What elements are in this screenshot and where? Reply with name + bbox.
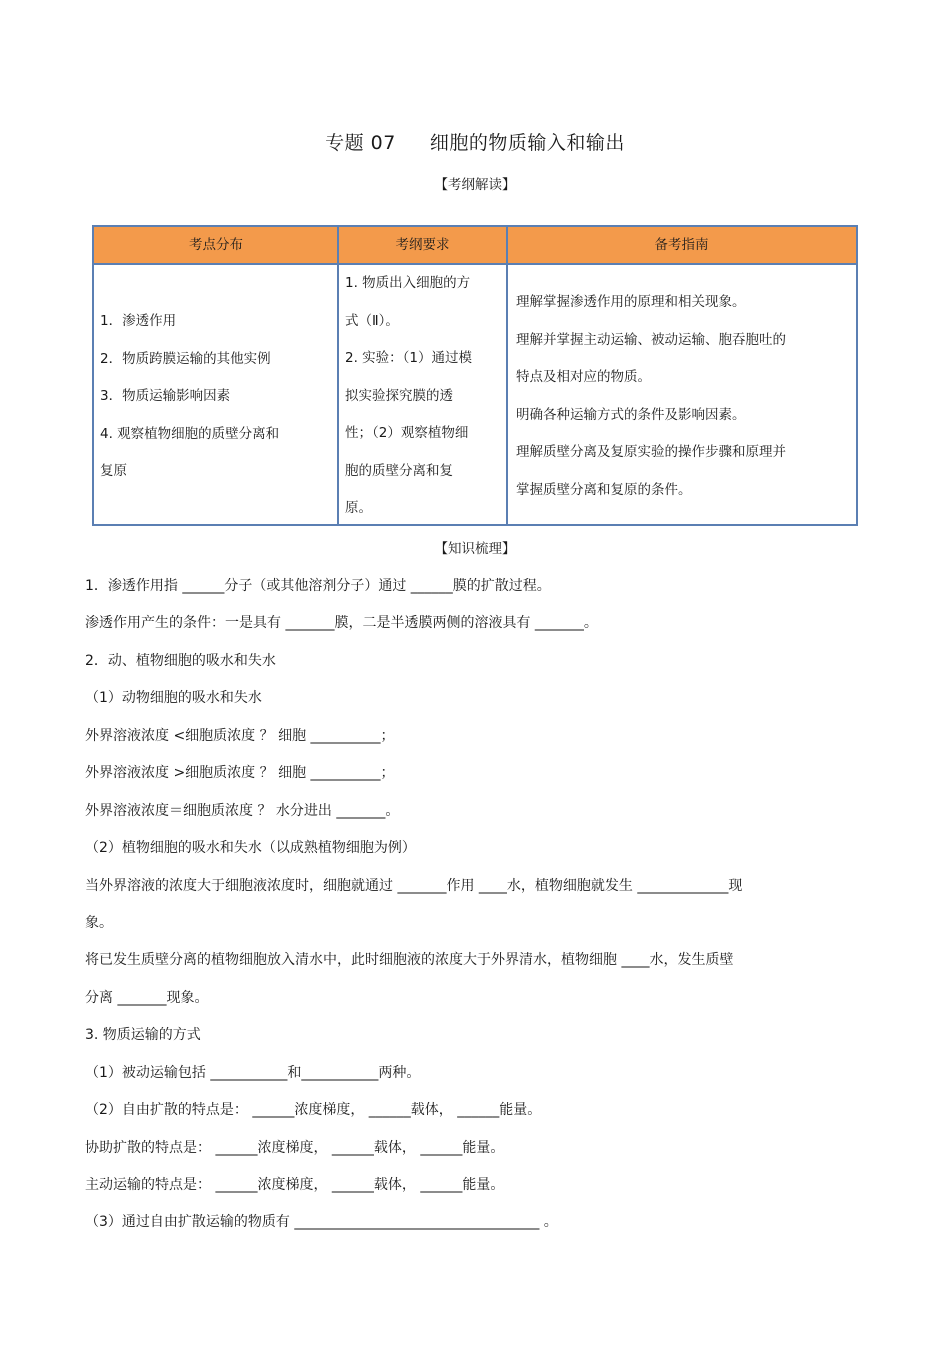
cell-line: 性；（2）观察植物细 <box>345 425 469 441</box>
cell-line: 掌握质壁分离和复原的条件。 <box>516 481 692 498</box>
cell-line: 2．物质跨膜运输的其他实例 <box>100 350 271 367</box>
cell-exam-points <box>100 303 279 491</box>
text-line: 当外界溶液的浓度大于细胞液浓度时，细胞就通过 _______作用 ____水，植物细胞就发生 _____________现 <box>85 878 743 894</box>
text-line: 将已发生质壁分离的植物细胞放入清水中，此时细胞液的浓度大于外界清水，植物细胞 ____水，发生质壁 <box>85 952 734 968</box>
text-line: 渗透作用产生的条件：一是具有 _______膜，二是半透膜两侧的溶液具有 _______。 <box>85 615 598 631</box>
text-line: （2）植物细胞的吸水和失水（以成熟植物细胞为例） <box>85 840 416 856</box>
text-line: 主动运输的特点是： ______浓度梯度， ______载体， ______能量。 <box>85 1177 505 1193</box>
text-line: （1）动物细胞的吸水和失水 <box>85 690 262 706</box>
column-divider <box>337 227 339 524</box>
text-line: 象。 <box>85 915 113 931</box>
cell-line: 理解并掌握主动运输、被动运输、胞吞胞吐的 <box>516 331 786 348</box>
cell-guide <box>516 284 786 509</box>
text-line: 外界溶液浓度 <细胞质浓度 ？ 细胞 __________； <box>85 728 395 744</box>
title-text: 细胞的物质输入和输出 <box>429 132 625 154</box>
cell-line: 1．渗透作用 <box>100 313 177 329</box>
cell-line: 拟实验探究膜的透 <box>345 387 453 404</box>
text-line: 协助扩散的特点是： ______浓度梯度， ______载体， ______能量。 <box>85 1140 505 1156</box>
cell-line: 复原 <box>100 463 127 479</box>
text-line: 外界溶液浓度＝细胞质浓度 ？ 水分进出 _______。 <box>85 803 400 819</box>
column-divider <box>506 227 508 524</box>
text-line: 2．动、植物细胞的吸水和失水 <box>85 653 276 669</box>
cell-line: 理解质壁分离及复原实验的操作步骤和原理并 <box>516 444 786 460</box>
cell-line: 2. 实验：（1）通过模 <box>345 350 473 366</box>
cell-line: 原。 <box>345 500 372 516</box>
cell-line: 理解掌握渗透作用的原理和相关现象。 <box>516 294 746 310</box>
cell-line: 明确各种运输方式的条件及影响因素。 <box>516 406 746 423</box>
section-heading-outline: 【考纲解读】 <box>434 177 516 193</box>
header-cell-1: 考点分布 <box>189 237 243 253</box>
header-cell-2: 考纲要求 <box>395 237 450 253</box>
outline-table <box>92 225 858 526</box>
cell-requirements <box>345 265 472 528</box>
header-cell-3: 备考指南 <box>654 237 709 253</box>
text-line: （2）自由扩散的特点是： ______浓度梯度， ______载体， ______能量。 <box>85 1102 542 1118</box>
text-line: （1）被动运输包括 ___________和___________两种。 <box>85 1065 421 1081</box>
cell-line: 3．物质运输影响因素 <box>100 388 231 404</box>
section-heading-knowledge: 【知识梳理】 <box>434 541 516 557</box>
text-line: 3. 物质运输的方式 <box>85 1027 201 1043</box>
cell-line: 4. 观察植物细胞的质壁分离和 <box>100 425 280 442</box>
cell-line: 式（Ⅱ）。 <box>345 312 399 329</box>
text-line: 分离 _______现象。 <box>85 990 209 1006</box>
cell-line: 胞的质壁分离和复 <box>345 462 453 479</box>
cell-line: 特点及相对应的物质。 <box>516 369 651 385</box>
page-title <box>0 128 950 155</box>
text-line: （3）通过自由扩散运输的物质有 ___________________________________ 。 <box>85 1214 558 1230</box>
cell-line: 1. 物质出入细胞的方 <box>345 275 471 291</box>
title-number: 专题 07 <box>325 132 396 154</box>
table-header-row <box>94 227 856 265</box>
text-line: 外界溶液浓度 >细胞质浓度 ？ 细胞 __________； <box>85 765 395 781</box>
text-line: 1．渗透作用指 ______分子（或其他溶剂分子）通过 ______膜的扩散过程。 <box>85 578 551 594</box>
